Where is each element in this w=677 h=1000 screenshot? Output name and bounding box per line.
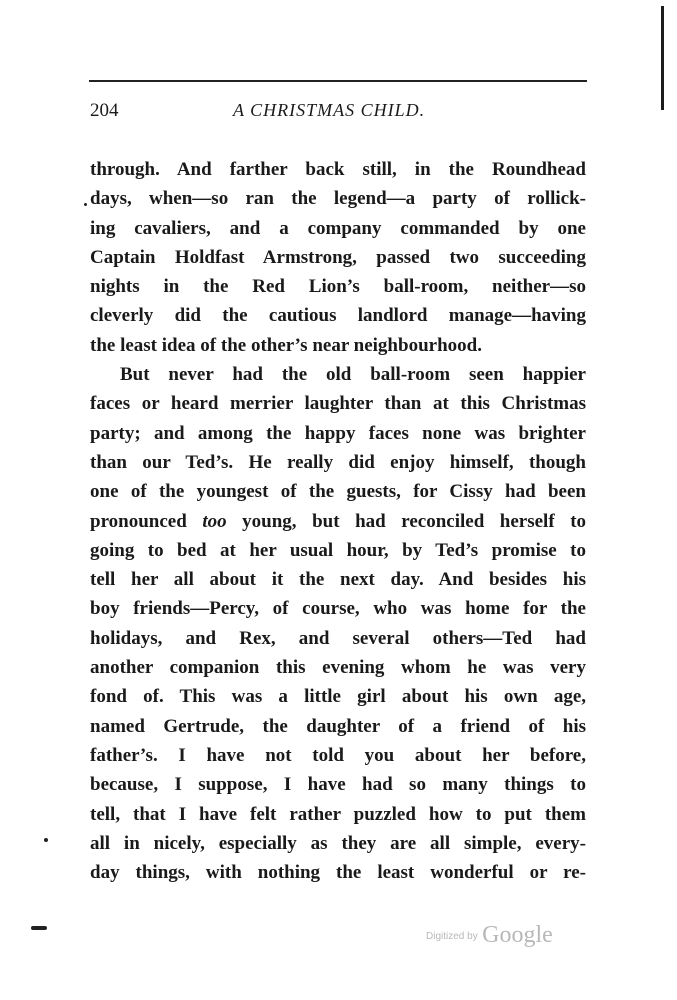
text-line: nights in the Red Lion’s ball-room, neither—so: [90, 276, 586, 298]
text-line: another companion this evening whom he was very: [90, 657, 586, 679]
body-text: [90, 155, 586, 887]
digitization-watermark: [426, 922, 553, 949]
page-number: 204: [90, 100, 119, 121]
scan-speck: [84, 203, 87, 206]
text-line: Captain Holdfast Armstrong, passed two succeeding: [90, 246, 586, 268]
paragraph-start-line: But never had the old ball-room seen happier: [120, 364, 586, 386]
scan-mark: [31, 926, 47, 930]
text-line: holidays, and Rex, and several others—Ted had: [90, 627, 586, 649]
running-title: A CHRISTMAS CHILD.: [233, 100, 426, 120]
italic-word: too: [202, 510, 227, 532]
text-line-with-italic: [90, 507, 586, 536]
text-line: party; and among the happy faces none was brighter: [90, 422, 586, 444]
text-line: fond of. This was a little girl about his own age,: [90, 686, 586, 708]
text-line: going to bed at her usual hour, by Ted’s promise to: [90, 539, 586, 561]
google-logo: Google: [482, 922, 553, 948]
text-line: all in nicely, especially as they are all simple, every-: [90, 832, 586, 854]
text-line: tell her all about it the next day. And besides his: [90, 569, 586, 591]
text-line: day things, with nothing the least wonderful or re-: [90, 862, 586, 884]
text-line: days, when—so ran the legend—a party of rollick-: [90, 188, 586, 210]
text-line: ing cavaliers, and a company commanded by one: [90, 217, 586, 239]
text-line: because, I suppose, I have had so many things to: [90, 774, 586, 796]
text-line: one of the youngest of the guests, for Cissy had been: [90, 481, 586, 503]
text-line: named Gertrude, the daughter of a friend of his: [90, 715, 586, 737]
text-line: cleverly did the cautious landlord manage—having: [90, 305, 586, 327]
text-line: the least idea of the other’s near neighbourhood.: [90, 334, 482, 356]
text-line: than our Ted’s. He really did enjoy himself, though: [90, 451, 586, 473]
line-rest: young, but had reconciled herself to: [242, 510, 587, 532]
text-line: faces or heard merrier laughter than at this Christmas: [90, 393, 586, 415]
text-line: tell, that I have felt rather puzzled how to put them: [90, 803, 586, 825]
page-header: [90, 100, 590, 126]
line-prefix: pronounced: [90, 510, 187, 532]
header-rule: [89, 80, 587, 82]
watermark-prefix: Digitized by: [426, 931, 478, 942]
text-line: boy friends—Percy, of course, who was home for the: [90, 598, 586, 620]
page-edge-line: [661, 6, 664, 110]
text-line: father’s. I have not told you about her before,: [90, 744, 586, 766]
text-line: through. And farther back still, in the Roundhead: [90, 159, 586, 180]
scan-speck: [44, 838, 48, 842]
